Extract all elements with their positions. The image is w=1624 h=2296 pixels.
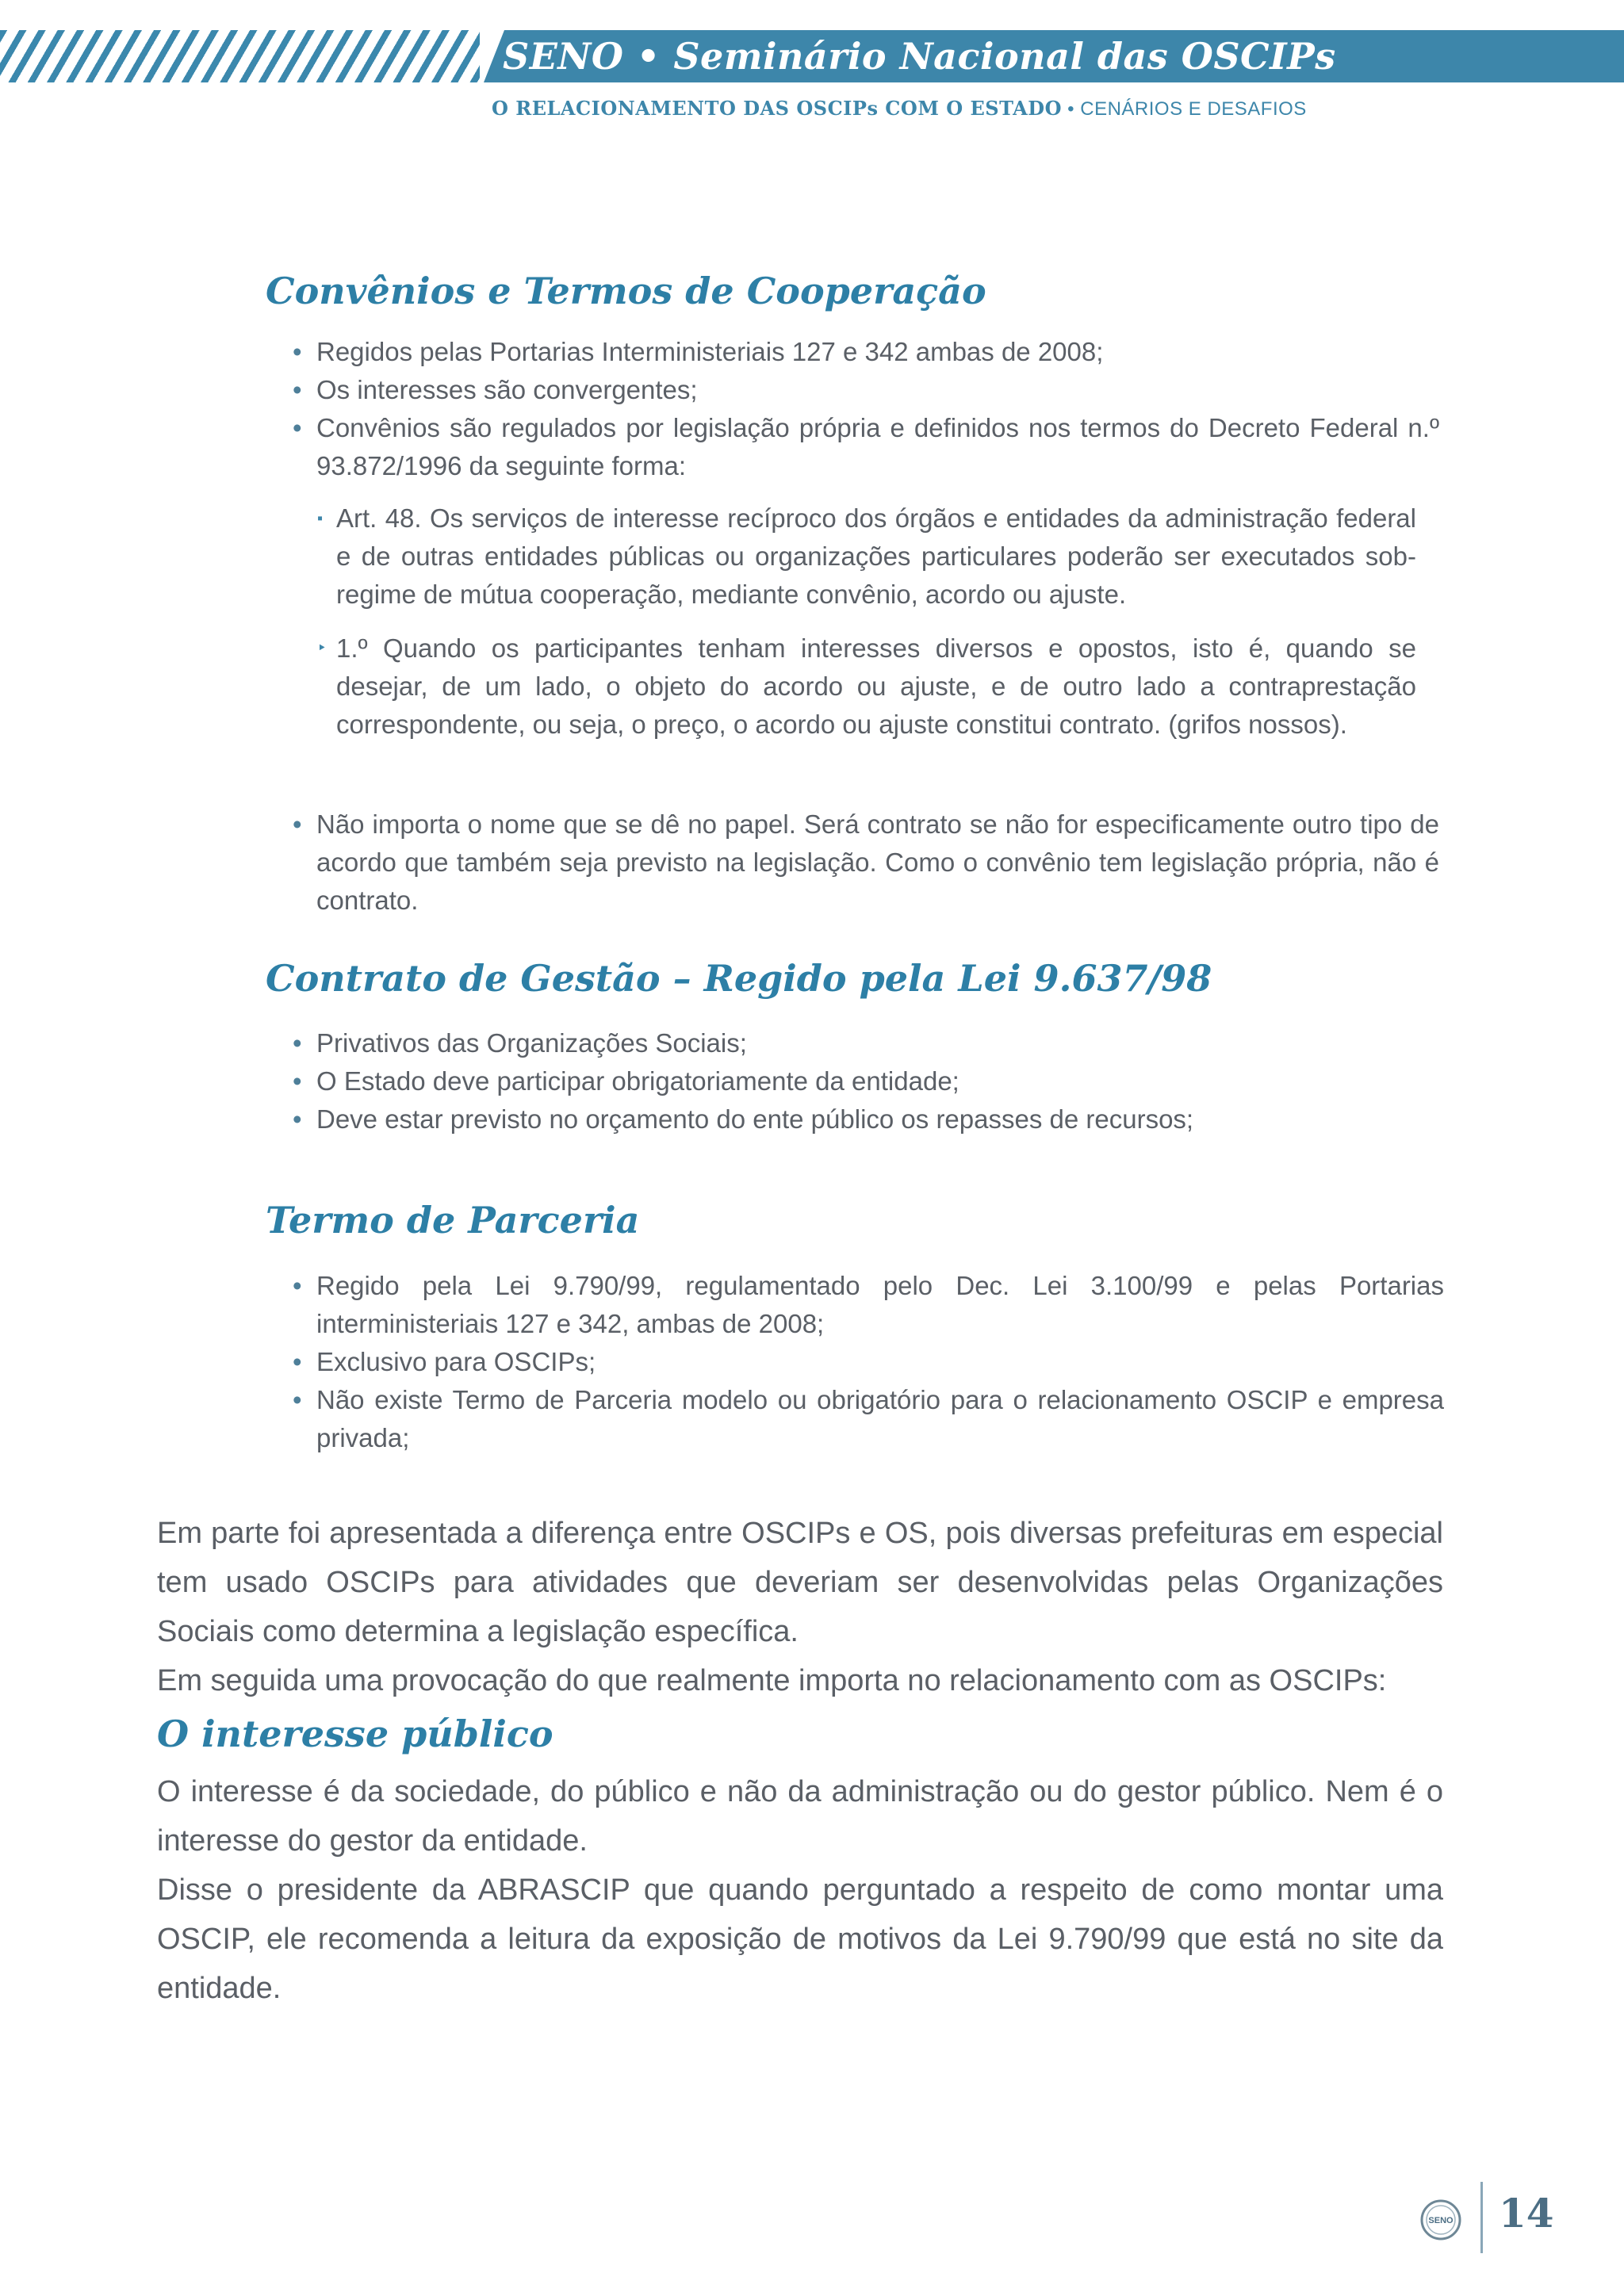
bullet-icon: •	[293, 1066, 302, 1096]
list-item: ▪ Art. 48. Os serviços de interesse recíproco dos órgãos e entidades da administração federal e de outras entidades públicas ou organizações particulares poderão ser executados sob-regime de mútua cooperação, mediante convênio, acordo ou ajuste.	[304, 499, 1416, 614]
section-title-contrato: Contrato de Gestão – Regido pela Lei 9.637/98	[266, 957, 1212, 1000]
body-paragraph: O interesse é da sociedade, do público e não da administração ou do gestor público. Nem é o interesse do gestor da entidade.	[157, 1775, 1443, 1858]
termo-bullets	[266, 1267, 1444, 1457]
header-stripes	[0, 30, 480, 82]
list-item: • Não importa o nome que se dê no papel. Será contrato se não for especificamente outro tipo de acordo que também seja previsto na legislação. Como o convênio tem legislação própria, não é contrato.	[266, 806, 1439, 920]
section-title-interesse: O interesse público	[157, 1712, 553, 1755]
document-subtitle	[492, 97, 1307, 121]
list-item: ‣ 1.º Quando os participantes tenham interesses diversos e opostos, isto é, quando se desejar, de um lado, o objeto do acordo ou ajuste, e de outro lado a contraprestação correspondente, ou seja, o preço, o acordo ou ajuste constitui contrato. (grifos nossos).	[304, 629, 1416, 744]
subtitle-strong: O RELACIONAMENTO DAS OSCIPs COM O ESTADO	[492, 97, 1063, 120]
footer-divider	[1480, 2182, 1483, 2253]
square-bullet-icon: ▪	[317, 510, 324, 527]
bullet-icon: •	[293, 1385, 302, 1414]
bullet-icon: •	[293, 413, 302, 442]
document-title: SENO • Seminário Nacional das OSCIPs	[503, 35, 1336, 78]
body-paragraph: Em seguida uma provocação do que realmente importa no relacionamento com as OSCIPs:	[157, 1664, 1387, 1697]
subtitle-light: • CENÁRIOS E DESAFIOS	[1062, 98, 1307, 120]
list-item: • O Estado deve participar obrigatoriamente da entidade;	[266, 1062, 1439, 1100]
list-item: • Regido pela Lei 9.790/99, regulamentado pelo Dec. Lei 3.100/99 e pelas Portarias interministeriais 127 e 342, ambas de 2008;	[266, 1267, 1444, 1343]
bullet-icon: •	[293, 1028, 302, 1058]
page-number: 14	[1499, 2190, 1554, 2237]
bullet-icon: •	[293, 337, 302, 366]
list-item: • Não existe Termo de Parceria modelo ou obrigatório para o relacionamento OSCIP e empresa privada;	[266, 1381, 1444, 1457]
list-item: • Exclusivo para OSCIPs;	[266, 1343, 1444, 1381]
bullet-icon: •	[293, 809, 302, 839]
bullet-icon: •	[293, 1347, 302, 1376]
body-paragraph: Disse o presidente da ABRASCIP que quando perguntado a respeito de como montar uma OSCIP, ele recomenda a leitura da exposição de motivos da Lei 9.790/99 que está no site da entidade.	[157, 1873, 1443, 2005]
list-item: • Privativos das Organizações Sociais;	[266, 1024, 1439, 1062]
section-title-convenios: Convênios e Termos de Cooperação	[266, 270, 986, 312]
seno-logo-icon	[1419, 2198, 1462, 2241]
list-item: • Regidos pelas Portarias Interministeriais 127 e 342 ambas de 2008;	[266, 333, 1439, 371]
section-title-termo: Termo de Parceria	[266, 1199, 640, 1242]
convenios-sub-items	[304, 499, 1416, 760]
bullet-icon: •	[293, 1271, 302, 1300]
svg-text:SENO: SENO	[1428, 2216, 1454, 2225]
convenios-bullets-after	[266, 806, 1439, 920]
body-paragraph: Em parte foi apresentada a diferença entre OSCIPs e OS, pois diversas prefeituras em especial tem usado OSCIPs para atividades que deveriam ser desenvolvidas pelas Organizações Sociais como determina a legislação específica.	[157, 1517, 1443, 1648]
list-item: • Convênios são regulados por legislação própria e definidos nos termos do Decreto Federal n.º 93.872/1996 da seguinte forma:	[266, 409, 1439, 485]
bullet-icon: •	[293, 375, 302, 404]
contrato-bullets	[266, 1024, 1439, 1138]
arrow-bullet-icon: ‣	[317, 640, 327, 657]
list-item: • Deve estar previsto no orçamento do ente público os repasses de recursos;	[266, 1100, 1439, 1138]
convenios-bullets	[266, 333, 1439, 485]
bullet-icon: •	[293, 1104, 302, 1134]
list-item: • Os interesses são convergentes;	[266, 371, 1439, 409]
